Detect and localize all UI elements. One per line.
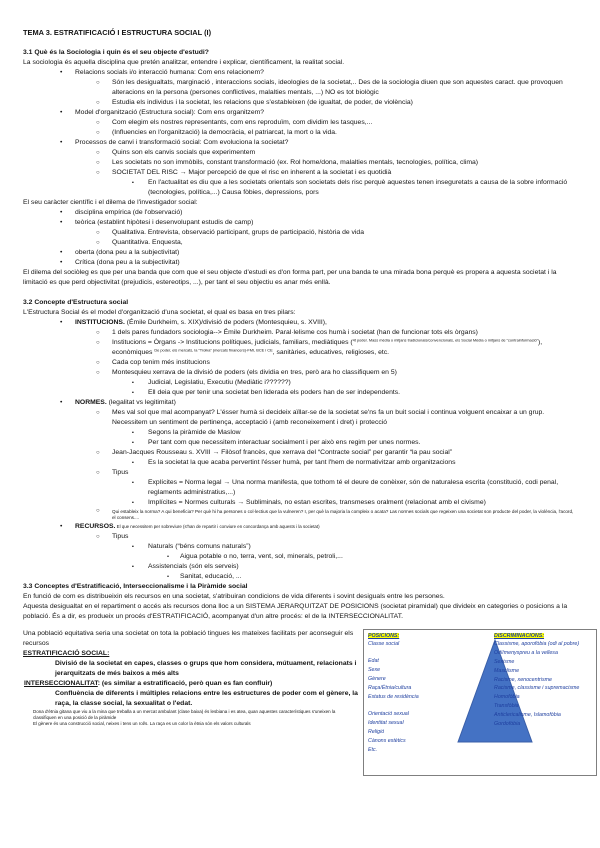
list-item bbox=[23, 498, 578, 508]
pyramid-figure bbox=[363, 629, 597, 776]
list-item-text: Crítica (dona peu a la subjectivitat) bbox=[75, 259, 180, 266]
bullet-marker: ○ bbox=[96, 470, 100, 476]
figure-list-item: Racisme, classisme i supremacisme bbox=[494, 685, 580, 692]
list-item-text: Són les desigualtats, marginació , interaccions socials, ideologies de la societat,.. Des de la sociologia diuen que son aquestes caract. que provoquen alteracions en la persona (persones conflictives, malalties mentals, ...) NO es tot biològic bbox=[112, 79, 563, 96]
text-run: Institucions = Òrgans -> Institucions polítiques, judicials, familiars, mediàtiques ( bbox=[112, 339, 353, 346]
section-heading: 3.2 Concepte d'Estructura social bbox=[23, 299, 129, 306]
list-item-text: Quantitativa. Enquesta, bbox=[112, 239, 183, 246]
list-item-text bbox=[112, 339, 542, 356]
page-title: TEMA 3. ESTRATIFICACIÓ I ESTRUCTURA SOCIAL (I) bbox=[23, 28, 212, 37]
bullet-marker: ○ bbox=[96, 160, 100, 166]
bullet-marker: ○ bbox=[96, 534, 100, 540]
list-item bbox=[23, 258, 578, 268]
list-item-text: En l'actualitat es diu que a les societats orientals son societats dels risc perquè aquestes tenen inseguretats a causa de la sobre informació (tecnologies, política,...) Causa fòbies, depressions, pors bbox=[148, 179, 568, 196]
figure-list-item: Racisme, xenocentrisme bbox=[494, 676, 552, 683]
bullet-marker: • bbox=[60, 259, 63, 266]
figure-list-item: Identitat sexual bbox=[368, 719, 404, 726]
list-item bbox=[23, 248, 578, 258]
list-item-text: Per tant com que necessitem interactuar socialment i per això ens regim per unes normes. bbox=[148, 439, 421, 446]
bottom-left-text bbox=[23, 629, 363, 776]
bullet-marker: ○ bbox=[96, 80, 100, 86]
underlined-term: INTERSECCIONALITAT bbox=[24, 680, 98, 687]
list-item bbox=[23, 508, 578, 522]
bullet-marker: ○ bbox=[96, 340, 100, 346]
bullet-marker: • bbox=[60, 319, 63, 326]
list-item bbox=[23, 168, 578, 178]
bold-text: RECURSOS. bbox=[75, 523, 116, 530]
list-item-text: Cada cop tenim més institucions bbox=[112, 359, 210, 366]
bullet-marker: ▪ bbox=[132, 544, 134, 550]
figure-list-item: Gènere bbox=[368, 676, 386, 683]
list-item bbox=[23, 208, 578, 218]
bullet-marker: • bbox=[60, 249, 63, 256]
list-item bbox=[23, 428, 578, 438]
figure-list-item: Edat bbox=[368, 657, 379, 664]
list-item-text bbox=[75, 523, 320, 530]
small-note: El que necessitem per sobreviure (s'han de repartir i conviure en concordança amb aquests i la societat) bbox=[115, 524, 320, 529]
figure-list-item: Masclisme bbox=[494, 667, 520, 674]
list-item-text: SOCIETAT DEL RISC → Major percepció de que el risc en inherent a la societat i es quotidià bbox=[112, 169, 392, 176]
list-item-text: oberta (dona peu a la subjectivitat) bbox=[75, 249, 180, 256]
list-item bbox=[23, 178, 578, 198]
list-item-text: Estudia els individus i la societat, les relacions que s'estableixen (de igualtat, de poder, de violència) bbox=[112, 99, 413, 106]
bullet-marker: ○ bbox=[96, 450, 100, 456]
list-item bbox=[23, 522, 578, 532]
paragraph: En funció de com es distribueixin els recursos en una societat, s'atribuiran condicions de vida diferents i sovint desiguals entre les persones. bbox=[23, 593, 445, 600]
list-item bbox=[23, 458, 578, 468]
bullet-marker: ▪ bbox=[132, 430, 134, 436]
paragraph: Una població equitativa seria una societat on tota la població tingues les mateixes facilitats per aconseguir els recursos bbox=[23, 630, 354, 647]
figure-list-item: Classe social bbox=[368, 641, 400, 648]
list-item-text: teòrica (establint hipòtesi i desenvolupant estudis de camp) bbox=[75, 219, 254, 226]
list-item bbox=[23, 68, 578, 78]
list-item bbox=[23, 388, 578, 398]
spacer bbox=[23, 288, 578, 298]
list-item-text: Naturals (“béns comuns naturals”) bbox=[148, 543, 251, 550]
list-item bbox=[23, 158, 578, 168]
list-item bbox=[23, 78, 578, 98]
list-item-text: Ell deia que per tenir una societat ben liderada els poders han de ser independents. bbox=[148, 389, 401, 396]
paragraph: ESTRATIFICACIÓ SOCIAL: bbox=[23, 650, 110, 657]
list-item-text: Judicial, Legislatiu, Executiu (Mediàtic i??????) bbox=[148, 379, 291, 386]
paragraph: El gènere és una construcció social, neixes i tens un rol/s. La raça es un color la ètnia són els valors culturals bbox=[33, 720, 251, 726]
list-item bbox=[23, 238, 578, 248]
list-item bbox=[23, 98, 578, 108]
figure-list-item: Transfòbia bbox=[494, 702, 519, 709]
list-item bbox=[23, 532, 578, 542]
paragraph: El dilema del sociòleg es que per una banda que com que el seu objecte d'estudi es d'on forma part, per una banda te una mirada bona perquè es propera a aquesta societat i la limitació es que perd objectivitat (prejudicis, estereotips, ...), per tant el seu objectiu es anar més enllà. bbox=[23, 269, 557, 286]
list-item-text: Qui estableix la norma? A qui beneficia? Per què hi ha persones o col·lectius que la vulneren? I, per què la majoria la compleix o acata? Las normes socials que regeixen una societat son producte del poder, la violència, l'acord, el consens.... bbox=[112, 509, 574, 520]
paragraph: L'Estructura Social és el model d'organització d'una societat, el qual es basa en tres pilars: bbox=[23, 309, 296, 316]
section-heading: 3.1 Què és la Sociologia i quin és el seu objecte d'estudi? bbox=[23, 49, 209, 56]
positions-header: POSICIONS: bbox=[368, 633, 400, 639]
figure-list-item: Raça/Ètnia/cultura bbox=[368, 685, 412, 692]
list-item-text: Es la societat la que acaba pervertint l'ésser humà, per tant l'hem de normativitzar amb organitzacions bbox=[148, 459, 456, 466]
document-body bbox=[23, 48, 578, 622]
list-item-text: Relacions socials i/o interacció humana: Com ens relacionem? bbox=[75, 69, 264, 76]
bullet-marker: ○ bbox=[96, 360, 100, 366]
positions-list bbox=[368, 641, 456, 753]
text-run: (legalitat vs legitimitat) bbox=[106, 399, 176, 406]
list-item bbox=[23, 128, 578, 138]
positions-column bbox=[368, 633, 456, 757]
list-item-text: Quins son els canvis socials que experimentem bbox=[112, 149, 256, 156]
paragraph: La sociologia és aquella disciplina que pretén analitzar, entendre i explicar, científicament, la realitat social. bbox=[23, 59, 345, 66]
list-item bbox=[23, 448, 578, 458]
list-item-text: Tipus bbox=[112, 469, 129, 476]
bullet-marker: ○ bbox=[96, 170, 100, 176]
figure-list-item: Estatus de residència bbox=[368, 694, 419, 701]
list-item bbox=[23, 318, 578, 328]
bullet-marker: • bbox=[60, 209, 63, 216]
figure-list-item: Sexisme bbox=[494, 659, 515, 665]
discriminations-header: DISCRIMINACIONS: bbox=[494, 633, 545, 639]
list-item-text: Com elegim els nostres representants, com ens reproduïm, com dividim les tasques,... bbox=[112, 119, 373, 126]
list-item bbox=[23, 478, 578, 498]
bullet-marker: ▪ bbox=[132, 564, 134, 570]
list-item bbox=[23, 358, 578, 368]
figure-list-item: Anticlericalisme, Islamofòbia bbox=[494, 711, 561, 718]
list-item-text: Qualitativa. Entrevista, observació participant, grups de participació, història de vida bbox=[112, 229, 364, 236]
bullet-marker: ▪ bbox=[132, 500, 134, 506]
figure-list-item: Classisme, aporofòbia (odi al pobre) bbox=[494, 641, 580, 648]
figure-list-item: Cànons estètics bbox=[368, 738, 406, 745]
list-item-text: Montesquieu xerrava de la divisió de poders (els dividia en tres, però ara ho classifiquem en 5) bbox=[112, 369, 397, 376]
list-item-text: Aigua potable o no, terra, vent, sol, minerals, petroli,... bbox=[180, 553, 343, 560]
list-item bbox=[23, 438, 578, 448]
figure-list-item: Gordofòbia bbox=[494, 720, 521, 727]
bullet-marker: ○ bbox=[96, 150, 100, 156]
list-item bbox=[23, 228, 578, 238]
text-run: : (es similar a estratificació, però quan es fan confluir) bbox=[97, 680, 273, 687]
bullet-marker: ○ bbox=[96, 120, 100, 126]
list-item bbox=[23, 368, 578, 378]
list-item-text bbox=[75, 399, 176, 406]
list-item bbox=[23, 138, 578, 148]
discriminations-list bbox=[494, 641, 593, 727]
figure-list-item: Homofòbia bbox=[494, 694, 520, 701]
paragraph: Dona d'ètnia gitana que viu a la mina que treballa a un mercat ambulant (clase baixa) és lesbiana i es atea, quan aquestes característiques s'uneixen la classifiquen en una posició de la piràmide bbox=[33, 709, 336, 720]
paragraph: El seu caràcter científic i el dilema de l'investigador social: bbox=[23, 199, 198, 206]
bold-text: NORMES. bbox=[75, 399, 107, 406]
list-item-text: Implícites = Normes culturals → Subliminals, no estan escrites, transmeses oralment (relacionat amb el civisme) bbox=[148, 499, 486, 506]
figure-list-item: Etc. bbox=[368, 747, 378, 754]
list-item-text: (Influencies en l'organització) la democràcia, el patriarcat, la mort o la vida. bbox=[112, 129, 337, 136]
bullet-marker: ▪ bbox=[132, 440, 134, 446]
bullet-marker: • bbox=[60, 139, 63, 146]
bullet-marker: ○ bbox=[96, 130, 100, 136]
bullet-marker: ▪ bbox=[132, 460, 134, 466]
list-item-text: Tipus bbox=[112, 533, 129, 540]
list-item-text: Assistencials (són els serveis) bbox=[148, 563, 239, 570]
discriminations-column bbox=[494, 633, 593, 729]
bullet-marker: • bbox=[60, 109, 63, 116]
paragraph: Divisió de la societat en capes, classes o grups que hom considera, mútuament, relacionats i jerarquitzats de més baixos a més alts bbox=[55, 660, 357, 677]
list-item bbox=[23, 408, 578, 428]
list-item-text: Explícites = Norma legal → Una norma manifesta, que tothom té el deure de conèixer, són de naturalesa escrita (constitució, codi penal, reglaments administratius,...) bbox=[148, 479, 559, 496]
bullet-marker: ○ bbox=[96, 240, 100, 246]
bullet-marker: ▪ bbox=[132, 380, 134, 386]
list-item-text: 1 dels pares fundadors sociologia--> Émile Durkheim. Paral·lelisme cos humà i societat (han de funcionar tots els òrgans) bbox=[112, 329, 478, 336]
text-run: , sanitàries, educatives, religioses, etc. bbox=[272, 349, 390, 356]
list-item bbox=[23, 148, 578, 158]
paragraph: Aquesta desigualtat en el repartiment o accés als recursos dona lloc a un SISTEMA JERARQUITZAT DE POSICIONS (societat piramidal) que divideix en categories o posicions a la població. És a dir, es produeix un procés d'ESTRATIFICACIÓ, acompanyat d'un altre procés: el de la INTERSECCIONALITAT. bbox=[23, 603, 568, 620]
bold-text: INSTITUCIONS. bbox=[75, 319, 125, 326]
list-item bbox=[23, 218, 578, 228]
bullet-marker: ○ bbox=[96, 230, 100, 236]
bullet-marker: • bbox=[167, 574, 170, 580]
figure-list-item: Odi/menyspreu a la vellesa bbox=[494, 650, 558, 657]
spacer bbox=[368, 651, 456, 658]
section-heading: 3.3 Conceptes d'Estratificació, Interseccionalisme i la Piràmide social bbox=[23, 583, 248, 590]
paragraph: Confluència de diferents i múltiples relacions entre les estructures de poder com el gènere, la raça, la classe social, la sexualitat o l'edat. bbox=[55, 690, 358, 707]
list-item bbox=[23, 468, 578, 478]
bullet-marker: • bbox=[60, 523, 63, 530]
list-item-text: Les societats no son immòbils, constant transformació (ex. Rol home/dona, malalties mentals, tecnologies, política, clima) bbox=[112, 159, 479, 166]
list-item bbox=[23, 542, 578, 552]
list-item bbox=[23, 118, 578, 128]
paragraph bbox=[23, 679, 358, 689]
figure-list-item: Sexe bbox=[368, 666, 381, 673]
list-item bbox=[23, 328, 578, 338]
bullet-marker: ○ bbox=[96, 330, 100, 336]
figure-list-item: Orientació sexual bbox=[368, 710, 409, 717]
superscript-note: De poder, els mercats, la “Troika” (mercats financers)-FMI, BCE i CE bbox=[154, 347, 273, 353]
bullet-marker: ▪ bbox=[132, 390, 134, 396]
superscript-note: 4t poder. Mass mèdia o mitjans tradicionals/convencionals, els Social Mèdia o mitjans de “contrainformació” bbox=[352, 337, 538, 343]
bullet-marker: • bbox=[167, 554, 170, 560]
list-item bbox=[23, 562, 578, 572]
list-item bbox=[23, 572, 578, 582]
list-item-text: Model d'organització (Estructura social): Com ens organitzem? bbox=[75, 109, 265, 116]
bullet-marker: ○ bbox=[96, 410, 100, 416]
list-item bbox=[23, 398, 578, 408]
list-item-text: Jean-Jacques Rousseau s. XVIII → Filòsof francès, que xerrava del “Contracte social” per garantir “la pau social” bbox=[112, 449, 453, 456]
list-item bbox=[23, 338, 578, 358]
bullet-marker: ▪ bbox=[132, 480, 134, 486]
list-item-text: disciplina empírica (de l'observació) bbox=[75, 209, 183, 216]
list-item-text bbox=[75, 319, 327, 326]
text-run: ), econòmiques bbox=[112, 339, 543, 356]
list-item bbox=[23, 378, 578, 388]
bullet-marker: • bbox=[60, 69, 63, 76]
list-item-text: Processos de canvi i transformació social: Com evoluciona la societat? bbox=[75, 139, 289, 146]
list-item bbox=[23, 108, 578, 118]
bullet-marker: • bbox=[60, 219, 63, 226]
text-run: (Émile Durkheim, s. XIX)/divisió de poders (Montesquieu, s. XVIII), bbox=[124, 319, 327, 326]
spacer bbox=[368, 704, 456, 711]
bottom-section bbox=[23, 629, 597, 776]
bullet-marker: ▪ bbox=[132, 180, 134, 186]
list-item-text: Sanitat, educació, ... bbox=[180, 573, 242, 580]
list-item-text: Mes val sol que mal acompanyat? L'ésser humà si decideix aïllar-se de la societat se'ns fa un buit social i continua volguent encaixar a un grup. Necessitem un sentiment de pertinença, acceptació i (amb reconeixement i dret) i protecció bbox=[112, 409, 545, 426]
bullet-marker: ○ bbox=[96, 100, 100, 106]
list-item bbox=[23, 552, 578, 562]
spacer bbox=[23, 38, 578, 48]
bullet-marker: • bbox=[60, 399, 63, 406]
bullet-marker: ○ bbox=[96, 508, 100, 514]
bullet-marker: ○ bbox=[96, 370, 100, 376]
list-item-text: Segons la piràmide de Maslow bbox=[148, 429, 241, 436]
figure-list-item: Religió bbox=[368, 729, 385, 736]
